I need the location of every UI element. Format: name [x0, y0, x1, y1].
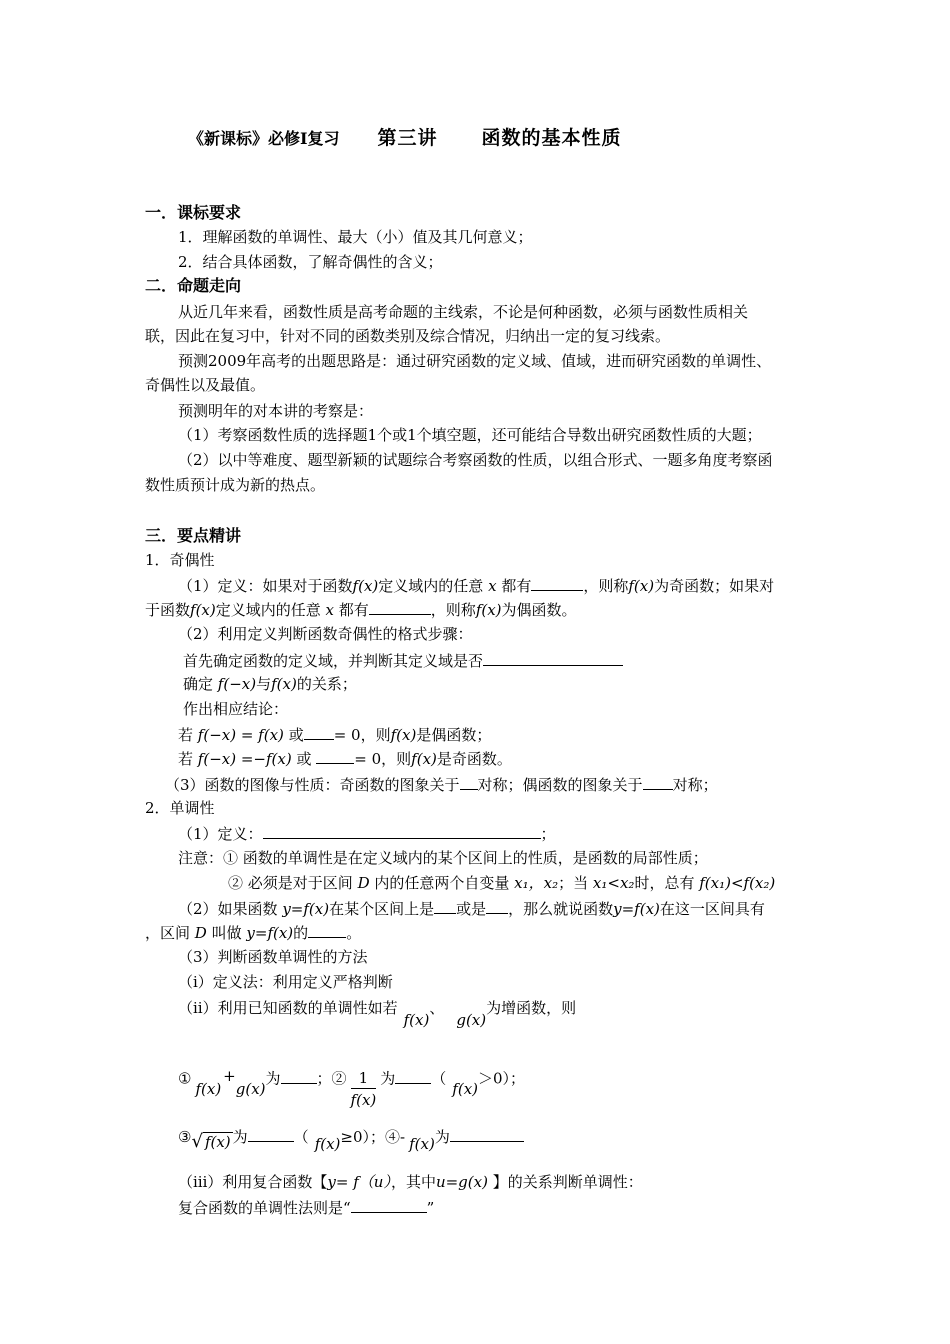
parity-step-3: 作出相应结论： [183, 700, 289, 718]
subheading-parity: 1．奇偶性 [145, 551, 215, 569]
blank-odd-symmetry[interactable] [460, 774, 478, 790]
sec2-para-1: 从近几年来看，函数性质是高考命题的主线索，不论是何种函数，必须与函数性质相关 [178, 303, 749, 321]
parity-step-2: 确定 f(−x)与f(x)的关系； [183, 675, 357, 693]
mono-rule-3-4: ③√ f(x) 为 （ f(x)≥0）；④- f(x)为 [178, 1126, 524, 1148]
blank-increasing[interactable] [434, 898, 456, 914]
mono-rule-1-2: ①f(x)+g(x)为 ；② $\frac{1}{f(x)}$ 为 （f(x)＞0）； [178, 1066, 526, 1109]
mono-method-3: （ⅲ）利用复合函数【y= f（u），其中u=g(x) 】的关系判断单调性： [178, 1173, 643, 1191]
mono-composite-rule: 复合函数的单调性法则是“ ” [178, 1199, 435, 1217]
blank-domain-symmetric[interactable] [483, 650, 623, 666]
blank-odd-alt[interactable] [316, 748, 354, 764]
mono-note-1: 注意：① 函数的单调性是在定义域内的某个区间上的性质，是函数的局部性质； [178, 849, 708, 867]
sec2-para-3: 预测明年的对本讲的考察是： [178, 402, 374, 420]
sec2-para-5: （2）以中等难度、题型新颖的试题综合考察函数的性质，以组合形式、一题多角度考察函 [178, 451, 773, 469]
sec2-para-4: （1）考察函数性质的选择题1个或1个填空题，还可能结合导数出研究函数性质的大题； [178, 426, 762, 444]
sec1-item-1: 1．理解函数的单调性、最大（小）值及其几何意义； [178, 228, 533, 246]
parity-definition-even: 于函数f(x)定义域内的任意 x 都有 ，则称f(x)为偶函数。 [145, 601, 577, 619]
sec2-para-1-cont: 联，因此在复习中，针对不同的函数类别及综合情况，归纳出一定的复习线索。 [145, 327, 671, 345]
sec1-item-2: 2．结合具体函数，了解奇偶性的含义； [178, 253, 443, 271]
blank-even-symmetry[interactable] [643, 774, 673, 790]
blank-sum[interactable] [281, 1068, 317, 1084]
mono-interval-cont: ，区间 D 叫做 y=f(x)的 。 [145, 924, 362, 942]
title-lecture: 第三讲 [377, 127, 438, 149]
parity-step-1: 首先确定函数的定义域，并判断其定义域是否 [183, 650, 623, 671]
blank-mono-definition[interactable] [263, 823, 541, 839]
section-heading-2: 二．命题走向 [145, 276, 242, 295]
section-heading-1: 一．课标要求 [145, 203, 242, 222]
blank-decreasing[interactable] [486, 898, 508, 914]
parity-odd-rule: 若 f(−x) =−f(x) 或 = 0，则f(x)是奇函数。 [178, 750, 512, 768]
section-heading-3: 三．要点精讲 [145, 526, 242, 545]
blank-even-alt[interactable] [304, 724, 334, 740]
blank-mono-interval[interactable] [308, 922, 346, 938]
mono-note-2: ② 必须是对于区间 D 内的任意两个自变量 x₁，x₂；当 x₁<x₂时，总有 f(x₁)<f(x₂) [228, 874, 776, 892]
mono-method-2: （ⅱ）利用已知函数的单调性如若f(x)、g(x)为增函数，则 [178, 999, 577, 1029]
blank-composite-rule[interactable] [351, 1197, 427, 1213]
sec2-para-2: 预测2009年高考的出题思路是：通过研究函数的定义域、值域，进而研究函数的单调性、 [178, 352, 772, 370]
mono-method-1: （ⅰ）定义法：利用定义严格判断 [178, 973, 393, 991]
page-title [188, 128, 622, 149]
subheading-monotonicity: 2．单调性 [145, 799, 215, 817]
parity-graph: （3）函数的图像与性质：奇函数的图象关于 对称；偶函数的图象关于 对称； [165, 776, 718, 794]
title-topic: 函数的基本性质 [481, 127, 622, 149]
parity-steps-title: （2）利用定义判断函数奇偶性的格式步骤： [178, 625, 473, 643]
parity-even-rule: 若 f(−x) = f(x) 或 = 0，则f(x)是偶函数； [178, 726, 492, 744]
blank-even-condition[interactable] [369, 599, 431, 615]
sec2-para-2-cont: 奇偶性以及最值。 [145, 376, 266, 394]
parity-definition-odd: （1）定义：如果对于函数f(x)定义域内的任意 x 都有 ，则称f(x)为奇函数；如果对 [178, 577, 775, 595]
blank-negative[interactable] [450, 1126, 524, 1142]
blank-sqrt[interactable] [248, 1126, 294, 1142]
sec2-para-5-cont: 数性质预计成为新的热点。 [145, 476, 326, 494]
mono-definition: （1）定义： ； [178, 825, 556, 843]
mono-interval: （2）如果函数 y=f(x)在某个区间上是 或是 ，那么就说函数y=f(x)在这一区间具有 [178, 900, 765, 918]
blank-reciprocal[interactable] [395, 1068, 431, 1084]
blank-odd-condition[interactable] [531, 575, 583, 591]
title-course: 《新课标》必修Ⅰ复习 [188, 129, 340, 148]
mono-methods-title: （3）判断函数单调性的方法 [178, 948, 368, 966]
